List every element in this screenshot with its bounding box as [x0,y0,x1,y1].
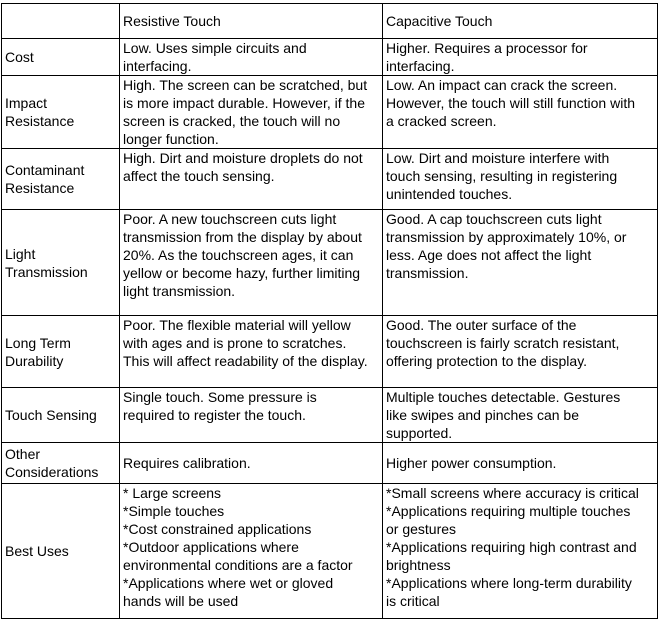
cost-capacitive-cell: Higher. Requires a processor for interfacing. [383,39,658,76]
impact-resistance-resistive-cell: High. The screen can be scratched, but is more impact durable. However, if the screen is cracked, the touch will no longer function. [120,76,383,149]
other-considerations-resistive-cell: Requires calibration. [120,443,383,484]
table-row [2,388,658,443]
row-label-light-transmission: Light Transmission [2,210,120,316]
row-label-cost: Cost [2,39,120,76]
row-label-best-uses: Best Uses [2,484,120,619]
other-considerations-capacitive-cell: Higher power consumption. [383,443,658,484]
table-row [2,149,658,210]
touch-sensing-resistive-cell: Single touch. Some pressure is required to register the touch. [120,388,383,443]
best-uses-resistive-cell: * Large screens *Simple touches *Cost constrained applications *Outdoor applications where environmental conditions are a factor *Applications where wet or gloved hands will be used [120,484,383,619]
impact-resistance-capacitive-cell: Low. An impact can crack the screen. However, the touch will still function with a cracked screen. [383,76,658,149]
comparison-table [1,3,658,619]
row-label-impact-resistance: Impact Resistance [2,76,120,149]
table-row [2,210,658,316]
touch-sensing-capacitive-cell: Multiple touches detectable. Gestures like swipes and pinches can be supported. [383,388,658,443]
table-header-row [2,4,658,39]
row-label-long-term-durability: Long Term Durability [2,316,120,388]
long-term-durability-capacitive-cell: Good. The outer surface of the touchscreen is fairly scratch resistant, offering protection to the display. [383,316,658,388]
table-row [2,316,658,388]
row-label-contaminant-resistance: Contaminant Resistance [2,149,120,210]
table-row [2,443,658,484]
contaminant-resistance-capacitive-cell: Low. Dirt and moisture interfere with touch sensing, resulting in registering unintended touches. [383,149,658,210]
table-row [2,484,658,619]
best-uses-capacitive-cell: *Small screens where accuracy is critical *Applications requiring multiple touches or gestures *Applications requiring high contrast and brightness *Applications where long-term durability is critical [383,484,658,619]
table-row [2,76,658,149]
row-label-touch-sensing: Touch Sensing [2,388,120,443]
table-row [2,39,658,76]
light-transmission-resistive-cell: Poor. A new touchscreen cuts light transmission from the display by about 20%. As the touchscreen ages, it can yellow or become hazy, further limiting light transmission. [120,210,383,316]
header-capacitive-touch: Capacitive Touch [383,4,658,39]
long-term-durability-resistive-cell: Poor. The flexible material will yellow with ages and is prone to scratches. This will affect readability of the display. [120,316,383,388]
row-label-other-considerations: Other Considerations [2,443,120,484]
header-corner-cell [2,4,120,39]
light-transmission-capacitive-cell: Good. A cap touchscreen cuts light transmission by approximately 10%, or less. Age does not affect the light transmission. [383,210,658,316]
contaminant-resistance-resistive-cell: High. Dirt and moisture droplets do not affect the touch sensing. [120,149,383,210]
header-resistive-touch: Resistive Touch [120,4,383,39]
cost-resistive-cell: Low. Uses simple circuits and interfacing. [120,39,383,76]
